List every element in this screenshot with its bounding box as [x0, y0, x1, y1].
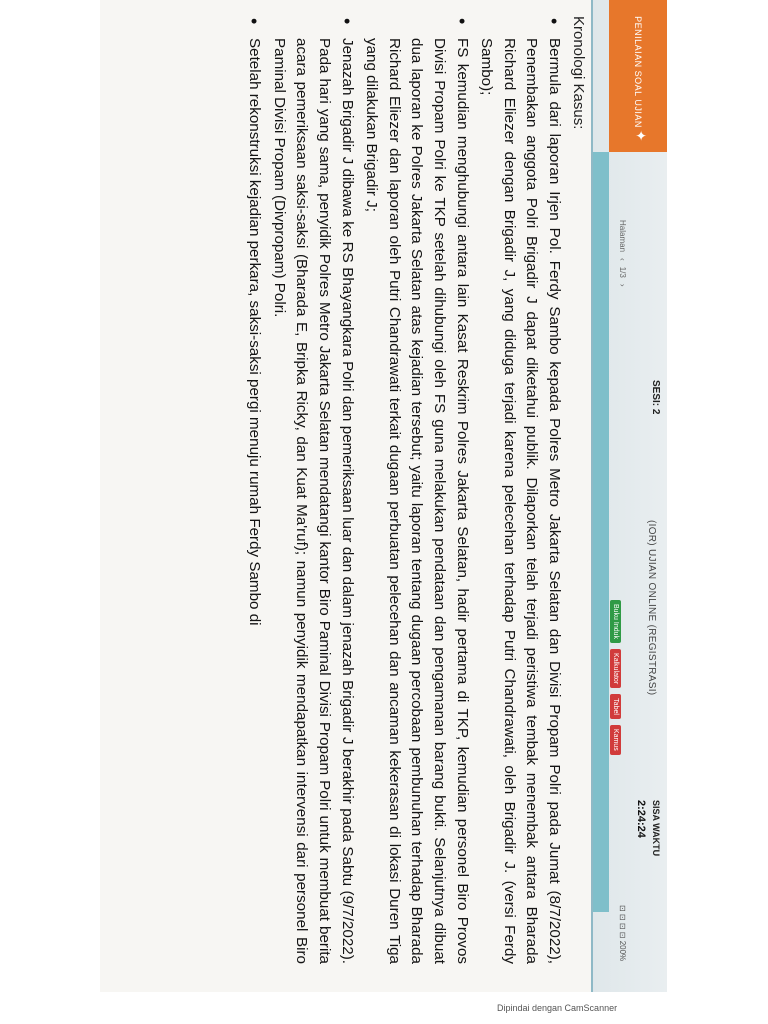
question-content — [107, 16, 587, 964]
pager-value: 1/3 — [618, 266, 627, 278]
book-button[interactable]: Buku Induk — [610, 600, 621, 643]
chronology-list — [241, 16, 565, 964]
chevron-right-icon[interactable]: › — [618, 283, 627, 287]
scanner-watermark: Dipindai dengan CamScanner — [497, 1003, 618, 1013]
list-item: • Bermula dari laporan Irjen Pol. Ferdy Sambo kepada Polres Metro Jakarta Selatan dan Divisi Propam Polri pada Jumat (8/7/2022), Penembakan anggota Polri Brigadir J dapat diketahui publik. Dilaporkan telah terjadi peristiwa tembak menembak antara Bharada Richard Eliezer dengan Brigadir J, yang diduga terjadi karena pelecehan terhadap Putri Chandrawati, oleh Brigadir J. (versi Ferdy Sambo); — [475, 16, 565, 964]
rotated-exam-page — [100, 0, 667, 992]
exam-header-bar — [591, 0, 667, 992]
header-accent-strip — [593, 152, 609, 912]
table-button[interactable]: Tabel — [610, 694, 621, 719]
list-item: • FS kemudian menghubungi antara lain Kasat Reskrim Polres Jakarta Selatan, hadir pertama di TKP, kemudian personel Biro Provos Divisi Propam Polri ke TKP setelah dihubungi oleh FS guna melakukan pendataan dan pengamanan barang bukti. Selanjutnya dibuat dua laporan ke Polres Jakarta Selatan atas kejadian tersebut; yaitu laporan tentang dugaan percobaan pembunuhan terhadap Bharada Richard Eliezer dan laporan oleh Putri Chandrawati terkait dugaan perbuatan pelecehan dan ancaman kekerasan di lokasi Duren Tiga yang dilakukan Brigadir J; — [360, 16, 473, 964]
app-title: (IOR) UJIAN ONLINE (REGISTRASI) — [646, 520, 657, 696]
scanned-page — [100, 0, 667, 992]
list-item: • Jenazah Brigadir J dibawa ke RS Bhayangkara Polri dan pemeriksaan luar dan dalam jenazah Brigadir J berakhir pada Sabtu (9/7/2022). Pada hari yang sama, penyidik Polres Metro Jakarta Selatan mendatangi kantor Biro Paminal Divisi Propam Polri untuk membuat berita acara pemeriksaan saksi-saksi (Bharada E, Bripka Ricky, dan Kuat Ma'ruf); namun penyidik mendapatkan intervensi dari personel Biro Paminal Divisi Propam (Divpropam) Polri. — [267, 16, 357, 964]
timer-value: 2:24:24 — [635, 800, 647, 838]
brand-tab[interactable] — [609, 0, 667, 152]
brand-text: PENILAIAN SOAL UJIAN — [633, 16, 643, 128]
list-item: • Setelah rekonstruksi kejadian perkara, saksi-saksi pergi menuju rumah Ferdy Sambo di — [243, 16, 266, 964]
chevron-left-icon[interactable]: ‹ — [618, 258, 627, 261]
pager — [618, 220, 627, 286]
session-label: SESI: 2 — [650, 380, 661, 415]
pager-label: Halaman — [618, 220, 627, 253]
calculator-button[interactable]: Kalkulator — [610, 649, 621, 688]
flame-icon: ✦ — [633, 129, 649, 142]
timer-label: SISA WAKTU — [651, 800, 661, 857]
tool-buttons — [610, 600, 621, 755]
section-heading: Kronologi Kasus: — [570, 16, 587, 130]
zoom-controls[interactable]: ⊡ ⊡ ⊡ ⊡ 200% — [618, 905, 627, 962]
dictionary-button[interactable]: Kamus — [610, 725, 621, 755]
